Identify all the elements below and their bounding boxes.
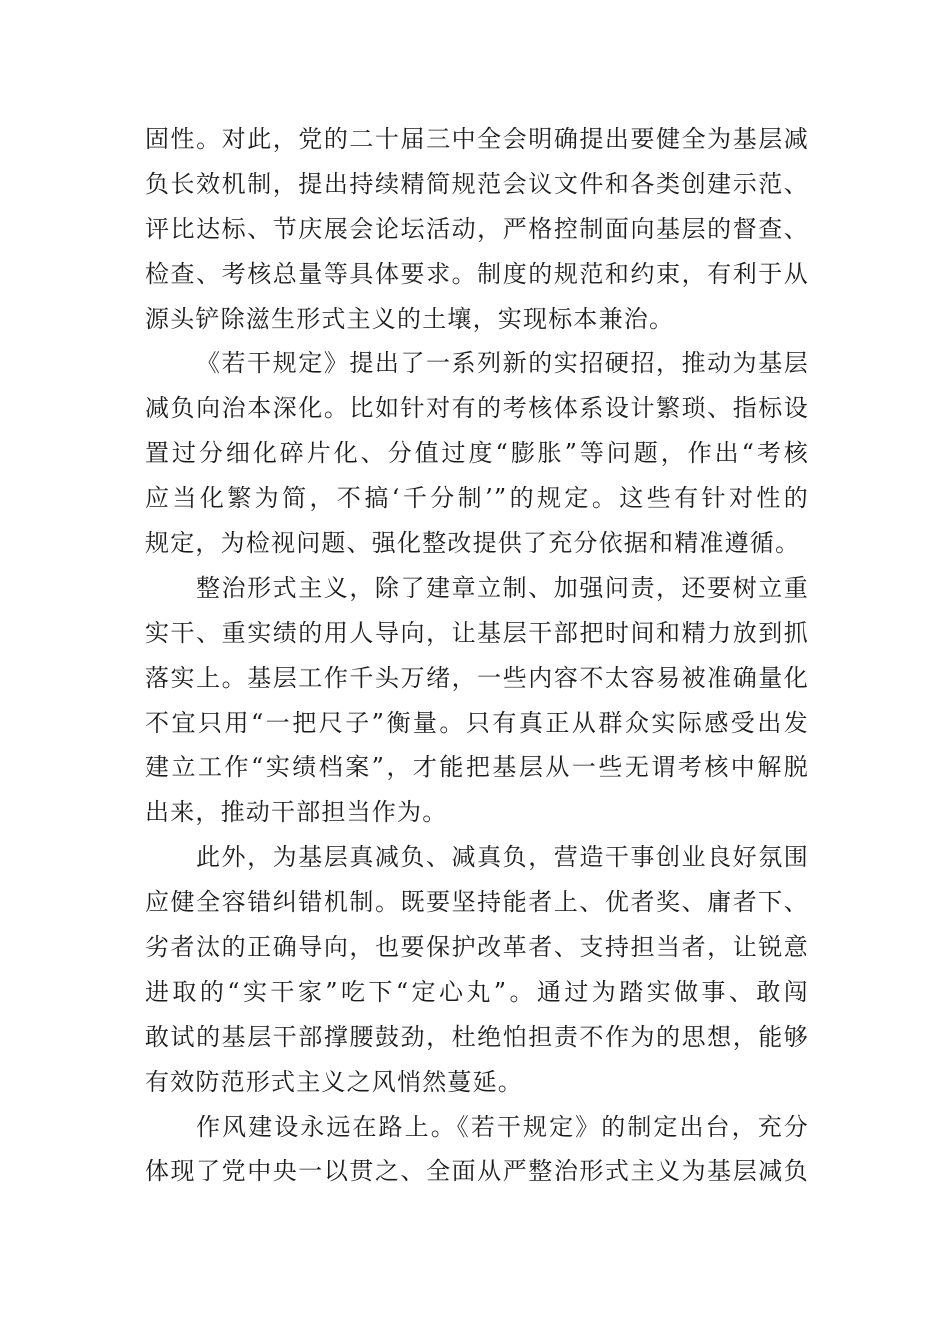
text-line: 作风建设永远在路上。《若干规定》的制定出台，充分: [196, 1112, 809, 1141]
text-line: 进取的“实干家”吃下“定心丸”。通过为踏实做事、敢闯: [145, 977, 809, 1006]
body-text: [145, 117, 809, 1194]
paragraph-2: [145, 341, 809, 565]
text-line: 应当化繁为简，不搞‘千分制’”的规定。这些有针对性的: [145, 484, 809, 513]
text-line: 检查、考核总量等具体要求。制度的规范和约束，有利于从: [145, 259, 809, 288]
text-line: 有效防范形式主义之风悄然蔓延。: [145, 1067, 523, 1096]
paragraph-1: [145, 117, 809, 341]
text-line: 出来，推动干部担当作为。: [145, 798, 448, 827]
paragraph-5: [145, 1105, 809, 1195]
text-line: 《若干规定》提出了一系列新的实招硬招，推动为基层: [196, 349, 809, 378]
text-line: 应健全容错纠错机制。既要坚持能者上、优者奖、庸者下、: [145, 888, 809, 917]
text-line: 固性。对此，党的二十届三中全会明确提出要健全为基层减: [145, 125, 809, 153]
text-line: 建立工作“实绩档案”，才能把基层从一些无谓考核中解脱: [145, 753, 809, 782]
text-line: 整治形式主义，除了建章立制、加强问责，还要树立重: [196, 573, 809, 602]
text-line: 负长效机制，提出持续精简规范会议文件和各类创建示范、: [145, 169, 809, 198]
text-line: 实干、重实绩的用人导向，让基层干部把时间和精力放到抓: [145, 618, 809, 647]
text-line: 劣者汰的正确导向，也要保护改革者、支持担当者，让锐意: [145, 933, 809, 962]
text-line: 规定，为检视问题、强化整改提供了充分依据和精准遵循。: [145, 529, 801, 558]
text-line: 体现了党中央一以贯之、全面从严整治形式主义为基层减负: [145, 1157, 809, 1186]
text-line: 减负向治本深化。比如针对有的考核体系设计繁琐、指标设: [145, 394, 809, 423]
text-line: 置过分细化碎片化、分值过度“膨胀”等问题，作出“考核: [145, 439, 809, 468]
paragraph-4: [145, 835, 809, 1104]
text-line: 落实上。基层工作千头万绪，一些内容不太容易被准确量化: [145, 663, 809, 692]
text-line: 敢试的基层干部撑腰鼓劲，杜绝怕担责不作为的思想，能够: [145, 1022, 809, 1051]
text-line: 评比达标、节庆展会论坛活动，严格控制面向基层的督查、: [145, 214, 809, 243]
text-line: 不宜只用“一把尺子”衡量。只有真正从群众实际感受出发: [145, 708, 809, 737]
text-line: 源头铲除滋生形式主义的土壤，实现标本兼治。: [145, 304, 675, 333]
text-line: 此外，为基层真减负、减真负，营造干事创业良好氛围: [196, 843, 809, 872]
paragraph-3: [145, 566, 809, 835]
